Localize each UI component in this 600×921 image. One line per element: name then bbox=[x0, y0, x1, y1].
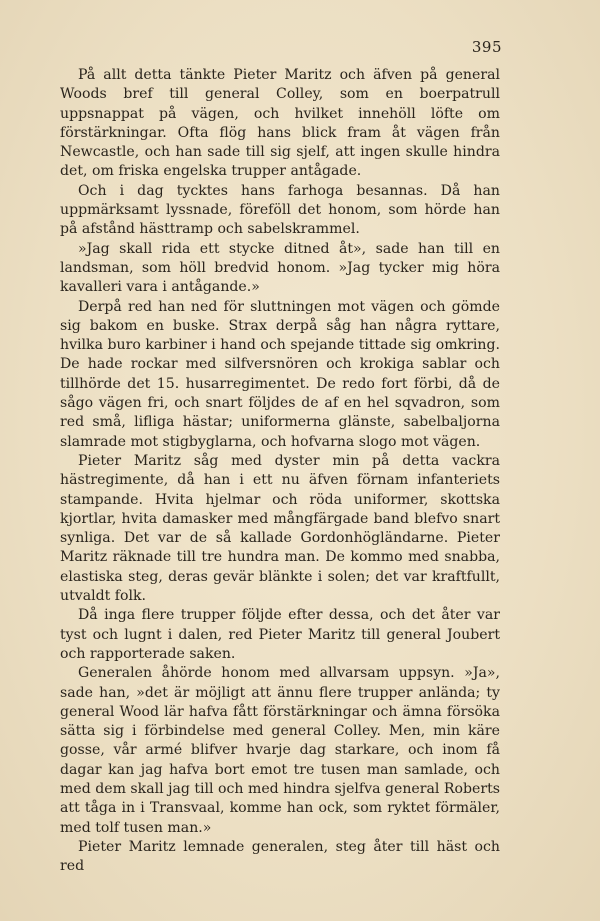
paragraph-1: På allt detta tänkte Pieter Maritz och äfven på general Woods bref till general Colley, som en boerpatrull uppsnappat på vägen, och hvilket innehöll löfte om förstärkningar. Ofta flög hans blick fram åt vägen från Newcastle, och han sade till sig sjelf, att ingen skulle hindra det, om friska engelska trupper antågade. bbox=[60, 67, 500, 180]
paragraph-3: »Jag skall rida ett stycke ditned åt», sade han till en landsman, som höll bredvid honom. »Jag tycker mig höra kavalleri vara i antågande.» bbox=[60, 240, 500, 296]
paragraph-2: Och i dag tycktes hans farhoga besannas. Då han uppmärksamt lyssnade, föreföll det honom, som hörde han på afstånd hästtramp och sabelskrammel. bbox=[60, 182, 500, 238]
paragraph-8: Pieter Maritz lemnade generalen, steg åter till häst och red bbox=[60, 838, 500, 875]
paragraph-7: Generalen åhörde honom med allvarsam uppsyn. »Ja», sade han, »det är möjligt att ännu flere trupper anlända; ty general Wood lär hafva fått förstärkningar och ämna försöka sätta sig i förbindelse med general Colley. Men, min käre gosse, vår armé blifver hvarje dag starkare, och inom få dagar kan jag hafva bort emot tre tusen man samlade, och med dem skall jag till och med hindra sjelfva general Roberts att tåga in i Transvaal, komme han ock, som ryktet förmäler, med tolf tusen man.» bbox=[60, 665, 500, 836]
page-number: 395 bbox=[471, 38, 502, 56]
paragraph-6: Då inga flere trupper följde efter dessa, och det åter var tyst och lugnt i dalen, red Pieter Maritz till general Joubert och rapporterade saken. bbox=[60, 607, 500, 662]
paragraph-5: Pieter Maritz såg med dyster min på detta vackra hästregimente, då han i ett nu äfven förnam infanteriets stampande. Hvita hjelmar och röda uniformer, skottska kjortlar, hvita damasker med mångfärgade band blefvo snart synliga. Det var de så kallade Gordonhögländarne. Pieter Maritz räknade till tre hundra man. De kommo med snabba, elastiska steg, deras gevär blänkte i solen; det var kraftfullt, utvaldt folk. bbox=[60, 452, 500, 605]
paragraph-4: Derpå red han ned för sluttningen mot vägen och gömde sig bakom en buske. Strax derpå såg han några ryttare, hvilka buro karbiner i hand och spejande tittade sig omkring. De hade rockar med silfversnören och krokiga sablar och tillhörde det 15. husarregimentet. De redo fort förbi, då de sågo vägen fri, och snart följdes de af en hel sqvadron, som red små, lifliga hästar; uniformerna glänste, sabelbaljorna slamrade mot stigbyglarna, och hofvarna slogo mot vägen. bbox=[60, 298, 500, 450]
body-text bbox=[60, 66, 500, 876]
